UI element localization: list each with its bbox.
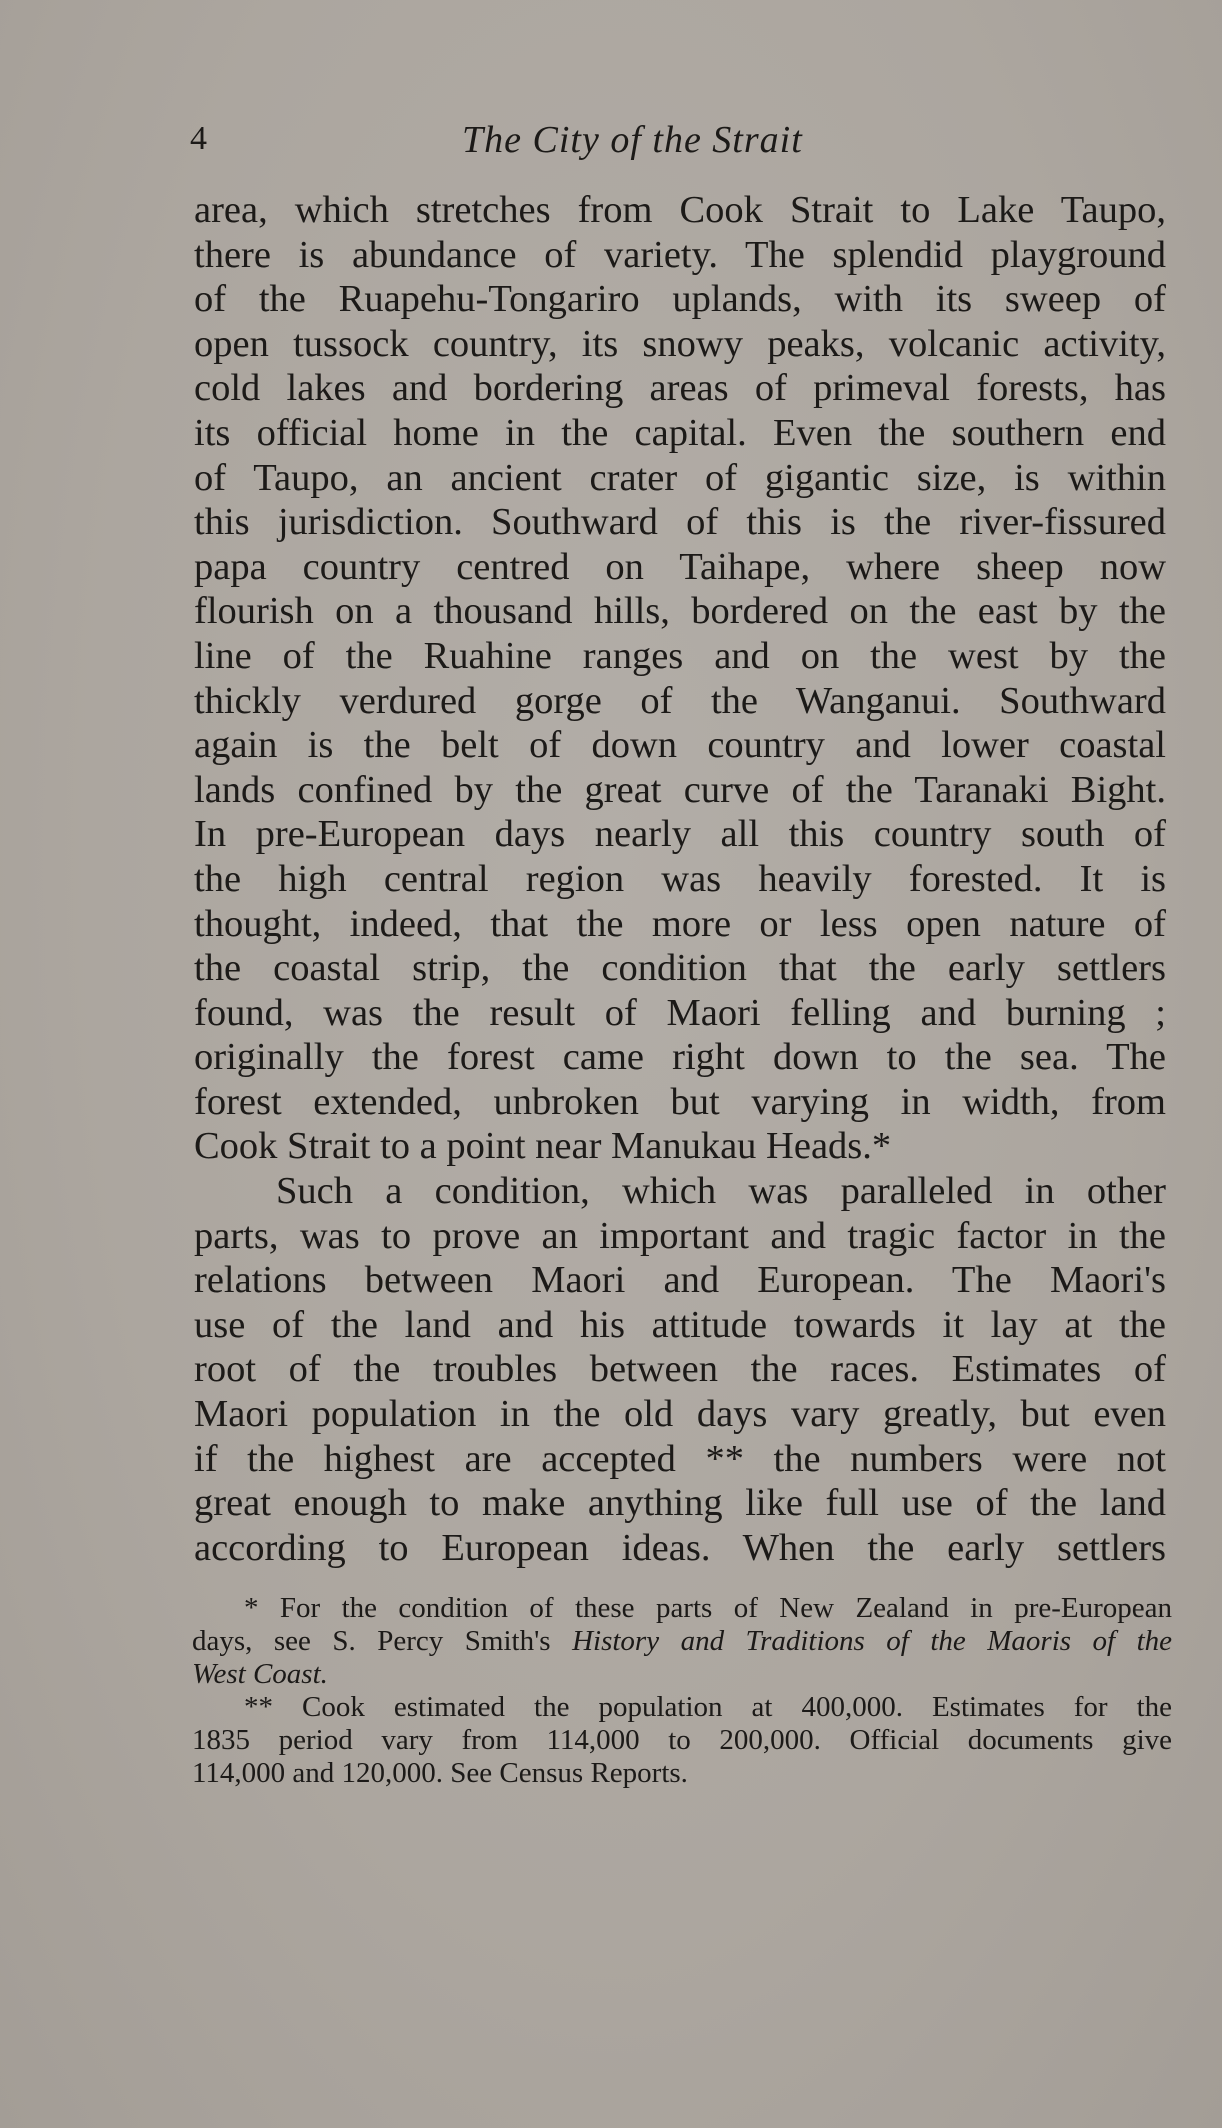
body-text	[194, 188, 1166, 1570]
body-line: of the Ruapehu-Tongariro uplands, with its sweep of	[194, 278, 1166, 321]
body-line: according to European ideas. When the early settlers	[194, 1526, 1166, 1569]
body-line: Such a condition, which was paralleled in other	[276, 1170, 1166, 1213]
book-title: West Coast.	[192, 1658, 328, 1690]
body-line: area, which stretches from Cook Strait to Lake Taupo,	[194, 189, 1166, 231]
body-line: Cook Strait to a point near Manukau Heads.*	[194, 1125, 892, 1168]
running-title: The City of the Strait	[462, 119, 803, 161]
body-line: parts, was to prove an important and tragic factor in the	[194, 1214, 1166, 1257]
body-line: relations between Maori and European. The Maori's	[194, 1259, 1166, 1302]
body-line: found, was the result of Maori felling and burning ;	[194, 991, 1166, 1034]
body-line: there is abundance of variety. The splendid playground	[194, 233, 1166, 276]
body-line: thickly verdured gorge of the Wanganui. Southward	[194, 679, 1166, 722]
page-number: 4	[190, 120, 207, 157]
body-line: papa country centred on Taihape, where sheep now	[194, 545, 1166, 588]
body-line: again is the belt of down country and lower coastal	[194, 724, 1166, 767]
footnote-line: * For the condition of these parts of New Zealand in pre-European	[244, 1592, 1172, 1624]
body-line: the high central region was heavily forested. It is	[194, 857, 1166, 900]
body-line: use of the land and his attitude towards it lay at the	[194, 1303, 1166, 1346]
body-line: lands confined by the great curve of the Taranaki Bight.	[194, 768, 1166, 811]
body-line: its official home in the capital. Even the southern end	[194, 411, 1166, 454]
page-header	[190, 118, 1190, 168]
body-line: root of the troubles between the races. Estimates of	[194, 1348, 1166, 1391]
body-line: if the highest are accepted ** the numbers were not	[194, 1437, 1166, 1480]
body-line: of Taupo, an ancient crater of gigantic size, is within	[194, 456, 1166, 499]
body-line: open tussock country, its snowy peaks, volcanic activity,	[194, 322, 1166, 365]
body-line: originally the forest came right down to the sea. The	[194, 1036, 1166, 1079]
footnote-line: ** Cook estimated the population at 400,000. Estimates for the	[244, 1691, 1172, 1723]
footnote-line	[192, 1625, 1172, 1658]
footnote-line: 114,000 and 120,000. See Census Reports.	[192, 1757, 688, 1789]
footnotes	[192, 1592, 1172, 1790]
body-line: thought, indeed, that the more or less open nature of	[194, 902, 1166, 945]
body-line: line of the Ruahine ranges and on the west by the	[194, 634, 1166, 677]
body-line: the coastal strip, the condition that the early settlers	[194, 947, 1166, 990]
body-line: In pre-European days nearly all this country south of	[194, 813, 1166, 856]
footnote-text: days, see S. Percy Smith's	[192, 1625, 573, 1657]
book-title: History and Traditions of the Maoris of the	[572, 1625, 1172, 1657]
body-line: great enough to make anything like full use of the land	[194, 1482, 1166, 1525]
body-line: cold lakes and bordering areas of primeval forests, has	[194, 367, 1166, 410]
body-line: Maori population in the old days vary greatly, but even	[194, 1393, 1166, 1436]
footnote-line: 1835 period vary from 114,000 to 200,000. Official documents give	[192, 1724, 1172, 1756]
body-line: forest extended, unbroken but varying in width, from	[194, 1080, 1166, 1123]
body-line: flourish on a thousand hills, bordered on the east by the	[194, 590, 1166, 633]
body-line: this jurisdiction. Southward of this is the river-fissured	[194, 501, 1166, 544]
